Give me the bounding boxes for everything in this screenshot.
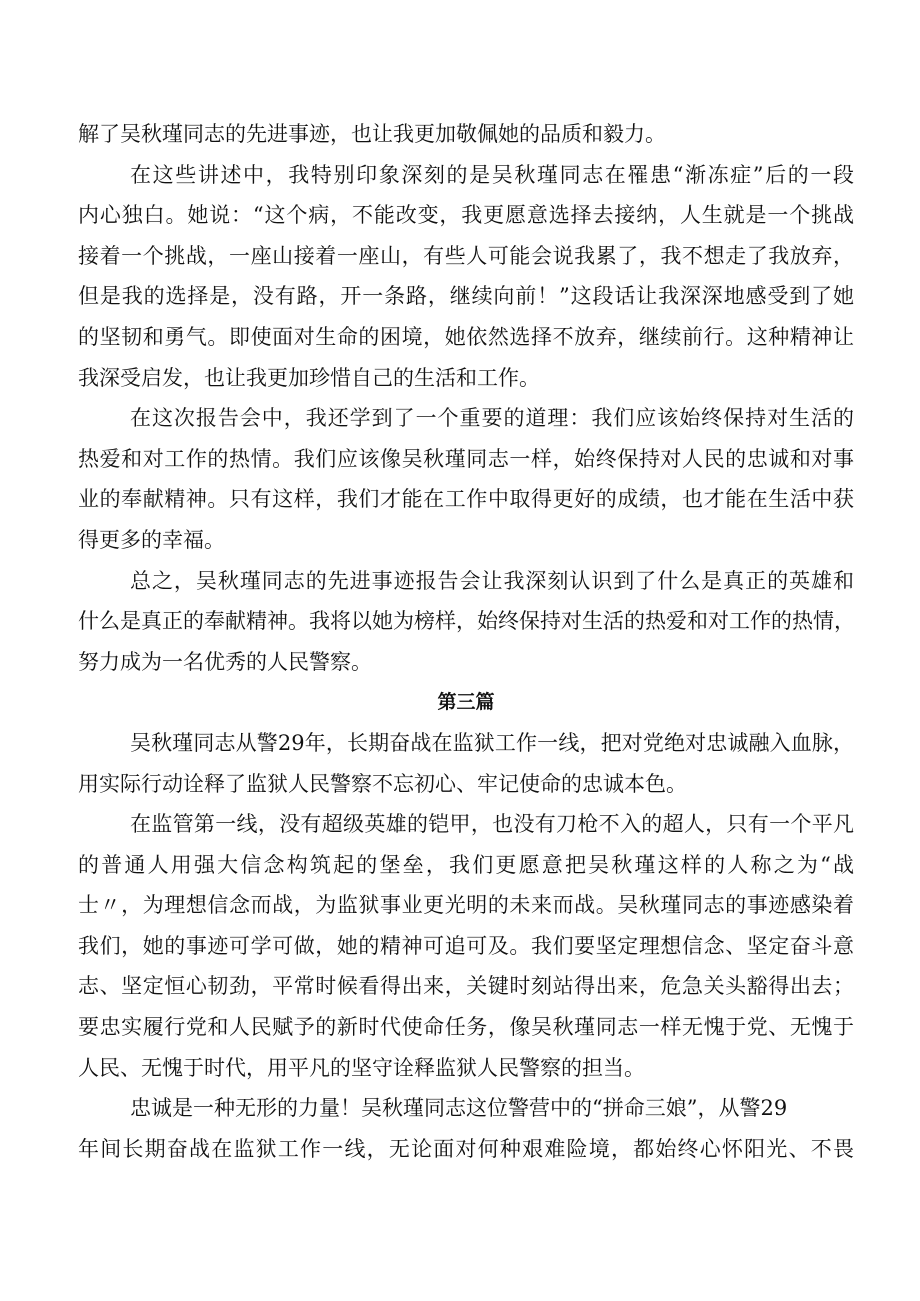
text-line: 要忠实履行党和人民赋予的新时代使命任务，像吴秋瑾同志一样无愧于党、无愧于 xyxy=(78,1015,854,1040)
paragraph-first-line: 在这些讲述中，我特别印象深刻的是吴秋瑾同志在罹患“渐冻症”后的一段 xyxy=(130,162,854,187)
text-line: 得更多的幸福。 xyxy=(78,527,225,552)
text-line: 接着一个挑战，一座山接着一座山，有些人可能会说我累了，我不想走了我放弃， xyxy=(78,243,854,268)
text-line: 业的奉献精神。只有这样，我们才能在工作中取得更好的成绩，也才能在生活中获 xyxy=(78,487,854,512)
paragraph-first-line: 总之，吴秋瑾同志的先进事迹报告会让我深刻认识到了什么是真正的英雄和 xyxy=(130,568,854,593)
paragraph-first-line: 在这次报告会中，我还学到了一个重要的道理：我们应该始终保持对生活的 xyxy=(130,406,854,431)
text-line: 志、坚定恒心韧劲，平常时候看得出来，关键时刻站得出来，危急关头豁得出去； xyxy=(78,974,854,999)
text-line: 的普通人用强大信念构筑起的堡垒，我们更愿意把吴秋瑾这样的人称之为“战 xyxy=(78,852,854,877)
paragraph-first-line: 吴秋瑾同志从警29年，长期奋战在监狱工作一线，把对党绝对忠诚融入血脉， xyxy=(130,730,854,755)
text-line: 热爱和对工作的热情。我们应该像吴秋瑾同志一样，始终保持对人民的忠诚和对事 xyxy=(78,446,854,471)
text-line: 内心独白。她说：“这个病，不能改变，我更愿意选择去接纳，人生就是一个挑战 xyxy=(78,203,854,228)
text-line: 我深受启发，也让我更加珍惜自己的生活和工作。 xyxy=(78,365,540,390)
document-page xyxy=(78,114,854,1169)
text-line: 我们，她的事迹可学可做，她的精神可追可及。我们要坚定理想信念、坚定奋斗意 xyxy=(78,933,854,958)
paragraph-first-line: 在监管第一线，没有超级英雄的铠甲，也没有刀枪不入的超人，只有一个平凡 xyxy=(130,812,854,837)
text-line: 士〃，为理想信念而战，为监狱事业更光明的未来而战。吴秋瑾同志的事迹感染着 xyxy=(78,893,854,918)
section-heading: 第三篇 xyxy=(437,691,495,714)
text-line: 人民、无愧于时代，用平凡的坚守诠释监狱人民警察的担当。 xyxy=(78,1055,645,1080)
text-line: 解了吴秋瑾同志的先进事迹，也让我更加敬佩她的品质和毅力。 xyxy=(78,122,666,146)
text-line: 努力成为一名优秀的人民警察。 xyxy=(78,649,372,674)
text-line: 年间长期奋战在监狱工作一线，无论面对何种艰难险境，都始终心怀阳光、不畏 xyxy=(78,1136,854,1161)
text-line: 的坚韧和勇气。即使面对生命的困境，她依然选择不放弃，继续前行。这种精神让 xyxy=(78,324,854,349)
text-line: 什么是真正的奉献精神。我将以她为榜样，始终保持对生活的热爱和对工作的热情， xyxy=(78,609,855,634)
text-line: 用实际行动诠释了监狱人民警察不忘初心、牢记使命的忠诚本色。 xyxy=(78,771,687,796)
paragraph-first-line: 忠诚是一种无形的力量！吴秋瑾同志这位警营中的“拼命三娘”，从警29 xyxy=(130,1096,788,1121)
text-line: 但是我的选择是，没有路，开一条路，继续向前！”这段话让我深深地感受到了她 xyxy=(78,284,854,309)
